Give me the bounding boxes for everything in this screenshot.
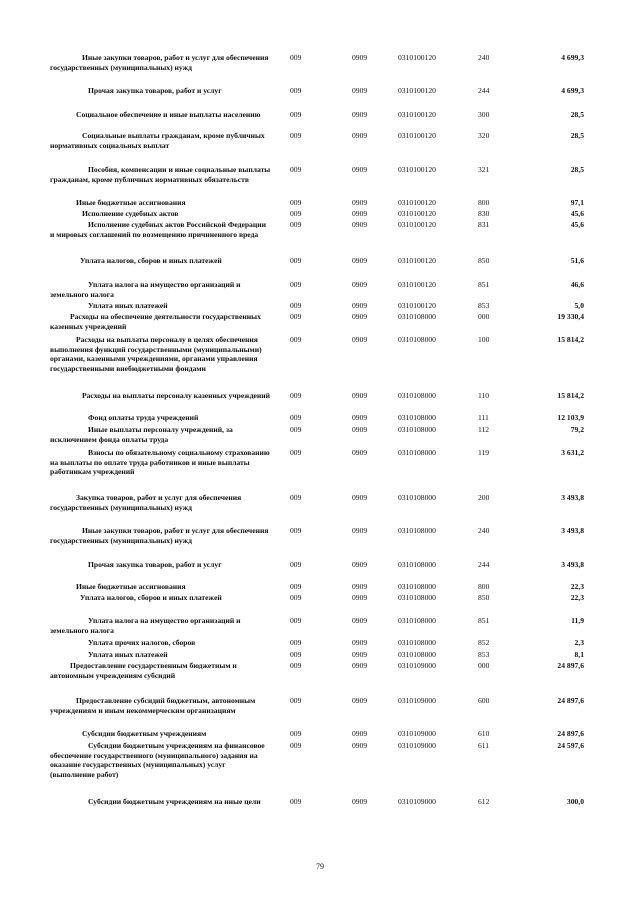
amount: 15 814,2: [557, 391, 584, 400]
amount: 4 699,3: [561, 53, 584, 62]
grbs-code: 009: [290, 797, 302, 806]
section-code: 0909: [352, 165, 368, 174]
row-name: Социальное обеспечение и иные выплаты населению: [76, 110, 261, 119]
grbs-code: 009: [290, 53, 302, 62]
section-code: 0909: [352, 280, 368, 289]
row-name: Уплата налогов, сборов и иных платежей: [80, 256, 222, 265]
grbs-code: 009: [290, 560, 302, 569]
expense-type-code: 831: [478, 220, 490, 229]
grbs-code: 009: [290, 638, 302, 647]
amount: 46,6: [570, 280, 584, 289]
grbs-code: 009: [290, 593, 302, 602]
grbs-code: 009: [290, 198, 302, 207]
expense-type-code: 000: [478, 312, 490, 321]
row-name: Социальные выплаты гражданам, кроме публичных нормативных социальных выплат: [50, 131, 265, 150]
amount: 51,6: [570, 256, 584, 265]
expense-type-code: 240: [478, 526, 490, 535]
section-code: 0909: [352, 413, 368, 422]
section-code: 0909: [352, 797, 368, 806]
section-code: 0909: [352, 86, 368, 95]
section-code: 0909: [352, 131, 368, 140]
section-code: 0909: [352, 638, 368, 647]
amount: 19 330,4: [557, 312, 584, 321]
target-article-code: 0310109000: [398, 797, 436, 806]
section-code: 0909: [352, 301, 368, 310]
target-article-code: 0310108000: [398, 391, 436, 400]
section-code: 0909: [352, 448, 368, 457]
amount: 5,0: [574, 301, 584, 310]
amount: 22,3: [570, 593, 584, 602]
row-name: Прочая закупка товаров, работ и услуг: [88, 86, 222, 95]
grbs-code: 009: [290, 165, 302, 174]
expense-type-code: 800: [478, 582, 490, 591]
expense-type-code: 610: [478, 729, 490, 738]
grbs-code: 009: [290, 650, 302, 659]
expense-type-code: 200: [478, 493, 490, 502]
section-code: 0909: [352, 696, 368, 705]
target-article-code: 0310108000: [398, 593, 436, 602]
expense-type-code: 300: [478, 110, 490, 119]
row-name: Иные закупки товаров, работ и услуг для обеспечения государственных (муниципальных) нужд: [50, 526, 269, 545]
expense-type-code: 244: [478, 560, 490, 569]
row-name: Иные бюджетные ассигнования: [76, 198, 186, 207]
expense-type-code: 320: [478, 131, 490, 140]
row-name: Взносы по обязательному социальному страхованию на выплаты по оплате труда работников и иные выплаты работникам учреждений: [50, 448, 270, 477]
expense-type-code: 853: [478, 301, 490, 310]
row-name: Предоставление субсидий бюджетным, автономным учреждениям и иным некоммерческим организациям: [50, 696, 256, 715]
grbs-code: 009: [290, 696, 302, 705]
row-name: Уплата иных платежей: [88, 301, 168, 310]
expense-type-code: 853: [478, 650, 490, 659]
amount: 45,6: [570, 209, 584, 218]
row-name: Закупка товаров, работ и услуг для обеспечения государственных (муниципальных) нужд: [50, 493, 242, 512]
amount: 300,0: [566, 797, 584, 806]
expense-type-code: 244: [478, 86, 490, 95]
row-name: Субсидии бюджетным учреждениям: [82, 729, 207, 738]
row-name: Исполнение судебных актов Российской Федерации и мировых соглашений по возмещению причиненного вреда: [50, 220, 266, 239]
target-article-code: 0310100120: [398, 301, 436, 310]
section-code: 0909: [352, 220, 368, 229]
section-code: 0909: [352, 335, 368, 344]
grbs-code: 009: [290, 280, 302, 289]
target-article-code: 0310109000: [398, 696, 436, 705]
section-code: 0909: [352, 729, 368, 738]
row-name: Уплата прочих налогов, сборов: [88, 638, 196, 647]
target-article-code: 0310108000: [398, 312, 436, 321]
row-name: Иные выплаты персоналу учреждений, за исключением фонда оплаты труда: [50, 425, 233, 444]
grbs-code: 009: [290, 131, 302, 140]
row-name: Уплата налога на имущество организаций и земельного налога: [50, 280, 241, 299]
grbs-code: 009: [290, 256, 302, 265]
section-code: 0909: [352, 741, 368, 750]
section-code: 0909: [352, 312, 368, 321]
grbs-code: 009: [290, 616, 302, 625]
grbs-code: 009: [290, 335, 302, 344]
grbs-code: 009: [290, 110, 302, 119]
expense-type-code: 851: [478, 280, 490, 289]
target-article-code: 0310100120: [398, 110, 436, 119]
grbs-code: 009: [290, 741, 302, 750]
row-name: Фонд оплаты труда учреждений: [88, 413, 199, 422]
target-article-code: 0310100120: [398, 131, 436, 140]
section-code: 0909: [352, 53, 368, 62]
target-article-code: 0310100120: [398, 165, 436, 174]
row-name: Предоставление государственным бюджетным и автономным учреждениям субсидий: [50, 661, 237, 680]
target-article-code: 0310108000: [398, 425, 436, 434]
section-code: 0909: [352, 209, 368, 218]
grbs-code: 009: [290, 301, 302, 310]
amount: 15 814,2: [557, 335, 584, 344]
amount: 24 897,6: [557, 729, 584, 738]
amount: 24 597,6: [557, 741, 584, 750]
section-code: 0909: [352, 391, 368, 400]
target-article-code: 0310108000: [398, 448, 436, 457]
expense-type-code: 110: [478, 391, 490, 400]
amount: 4 699,3: [561, 86, 584, 95]
target-article-code: 0310108000: [398, 560, 436, 569]
amount: 3 493,8: [561, 493, 584, 502]
amount: 28,5: [570, 131, 584, 140]
expense-type-code: 240: [478, 53, 490, 62]
amount: 12 103,9: [557, 413, 584, 422]
grbs-code: 009: [290, 582, 302, 591]
row-name: Субсидии бюджетным учреждениям на финансовое обеспечение государственного (муниципального) задания на оказание государственных (муниципальных) услуг (выполнение работ): [50, 741, 265, 779]
row-name: Прочая закупка товаров, работ и услуг: [88, 560, 222, 569]
target-article-code: 0310108000: [398, 335, 436, 344]
expense-type-code: 000: [478, 661, 490, 670]
target-article-code: 0310108000: [398, 616, 436, 625]
row-name: Уплата иных платежей: [88, 650, 168, 659]
expense-type-code: 852: [478, 638, 490, 647]
target-article-code: 0310100120: [398, 220, 436, 229]
grbs-code: 009: [290, 661, 302, 670]
target-article-code: 0310108000: [398, 582, 436, 591]
amount: 97,1: [570, 198, 584, 207]
section-code: 0909: [352, 616, 368, 625]
target-article-code: 0310108000: [398, 493, 436, 502]
amount: 24 897,6: [557, 661, 584, 670]
row-name: Иные бюджетные ассигнования: [76, 582, 186, 591]
row-name: Расходы на выплаты персоналу в целях обеспечения выполнения функций государственными (муниципальными) органами, казенными учреждениями, органами управления государственными внебюджетными фондами: [50, 335, 262, 373]
target-article-code: 0310109000: [398, 741, 436, 750]
grbs-code: 009: [290, 729, 302, 738]
section-code: 0909: [352, 198, 368, 207]
row-name: Уплата налога на имущество организаций и земельного налога: [50, 616, 241, 635]
amount: 24 897,6: [557, 696, 584, 705]
page-number: 79: [316, 862, 324, 871]
grbs-code: 009: [290, 312, 302, 321]
expense-type-code: 119: [478, 448, 490, 457]
target-article-code: 0310100120: [398, 256, 436, 265]
target-article-code: 0310100120: [398, 280, 436, 289]
amount: 28,5: [570, 165, 584, 174]
expense-type-code: 850: [478, 593, 490, 602]
target-article-code: 0310109000: [398, 729, 436, 738]
target-article-code: 0310100120: [398, 198, 436, 207]
target-article-code: 0310100120: [398, 209, 436, 218]
amount: 3 631,2: [561, 448, 584, 457]
grbs-code: 009: [290, 220, 302, 229]
expense-type-code: 100: [478, 335, 490, 344]
target-article-code: 0310108000: [398, 638, 436, 647]
amount: 22,3: [570, 582, 584, 591]
grbs-code: 009: [290, 526, 302, 535]
target-article-code: 0310100120: [398, 86, 436, 95]
target-article-code: 0310108000: [398, 650, 436, 659]
row-name: Субсидии бюджетным учреждениям на иные цели: [88, 797, 261, 806]
target-article-code: 0310108000: [398, 413, 436, 422]
grbs-code: 009: [290, 86, 302, 95]
section-code: 0909: [352, 650, 368, 659]
expense-type-code: 800: [478, 198, 490, 207]
row-name: Расходы на выплаты персоналу казенных учреждений: [82, 391, 271, 400]
section-code: 0909: [352, 661, 368, 670]
row-name: Пособия, компенсации и иные социальные выплаты гражданам, кроме публичных нормативных обязательств: [50, 165, 271, 184]
row-name: Расходы на обеспечение деятельности государственных казенных учреждений: [50, 312, 261, 331]
grbs-code: 009: [290, 209, 302, 218]
section-code: 0909: [352, 493, 368, 502]
section-code: 0909: [352, 582, 368, 591]
target-article-code: 0310108000: [398, 526, 436, 535]
target-article-code: 0310109000: [398, 661, 436, 670]
expense-type-code: 111: [478, 413, 489, 422]
amount: 3 493,8: [561, 526, 584, 535]
section-code: 0909: [352, 526, 368, 535]
grbs-code: 009: [290, 493, 302, 502]
section-code: 0909: [352, 110, 368, 119]
expense-type-code: 850: [478, 256, 490, 265]
expense-type-code: 112: [478, 425, 490, 434]
section-code: 0909: [352, 560, 368, 569]
grbs-code: 009: [290, 448, 302, 457]
section-code: 0909: [352, 425, 368, 434]
amount: 28,5: [570, 110, 584, 119]
expense-type-code: 851: [478, 616, 490, 625]
section-code: 0909: [352, 256, 368, 265]
amount: 45,6: [570, 220, 584, 229]
amount: 3 493,8: [561, 560, 584, 569]
grbs-code: 009: [290, 391, 302, 400]
expense-type-code: 611: [478, 741, 490, 750]
expense-type-code: 600: [478, 696, 490, 705]
expense-type-code: 612: [478, 797, 490, 806]
amount: 2,3: [574, 638, 584, 647]
amount: 8,1: [574, 650, 584, 659]
grbs-code: 009: [290, 425, 302, 434]
expense-type-code: 321: [478, 165, 490, 174]
row-name: Иные закупки товаров, работ и услуг для обеспечения государственных (муниципальных) нужд: [50, 53, 269, 72]
section-code: 0909: [352, 593, 368, 602]
amount: 11,9: [571, 616, 584, 625]
row-name: Исполнение судебных актов: [82, 209, 179, 218]
target-article-code: 0310100120: [398, 53, 436, 62]
expense-type-code: 830: [478, 209, 490, 218]
row-name: Уплата налогов, сборов и иных платежей: [80, 593, 222, 602]
grbs-code: 009: [290, 413, 302, 422]
amount: 79,2: [570, 425, 584, 434]
